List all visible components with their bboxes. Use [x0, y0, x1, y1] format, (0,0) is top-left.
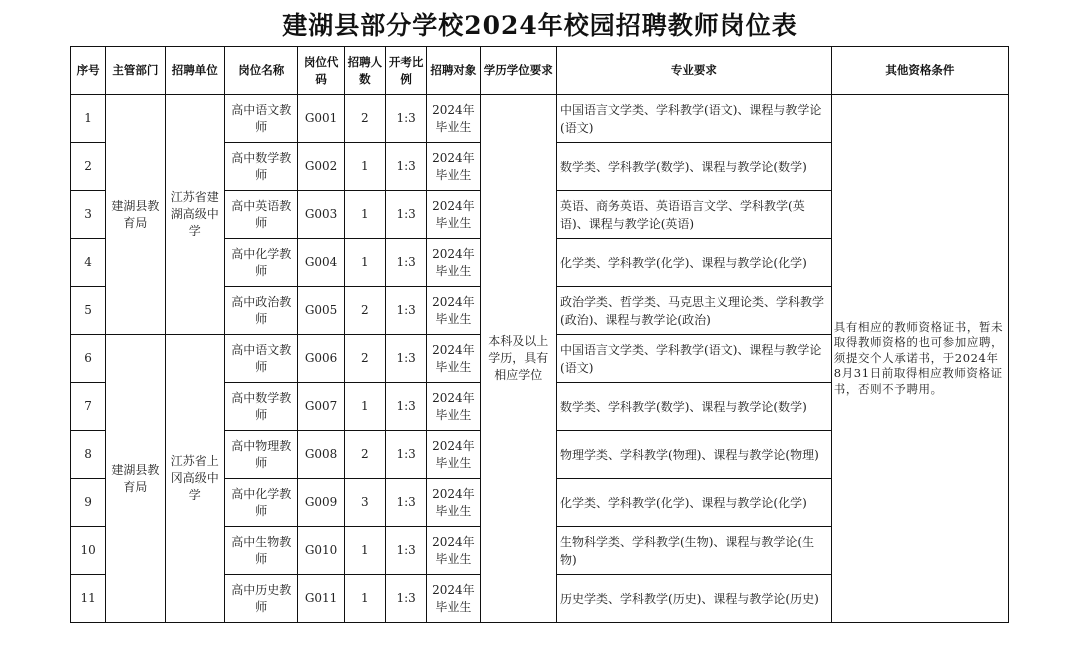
row-seq: 6	[71, 335, 106, 383]
header-code: 岗位代码	[298, 47, 344, 95]
row-count: 1	[344, 575, 385, 623]
row-ratio: 1:3	[385, 479, 426, 527]
row-major: 英语、商务英语、英语语言文学、学科教学(英语)、课程与教学论(英语)	[557, 191, 832, 239]
row-major: 化学类、学科教学(化学)、课程与教学论(化学)	[557, 239, 832, 287]
row-unit: 江苏省上冈高级中学	[165, 335, 224, 623]
row-ratio: 1:3	[385, 383, 426, 431]
row-ratio: 1:3	[385, 287, 426, 335]
header-target: 招聘对象	[427, 47, 480, 95]
row-post: 高中英语教师	[224, 191, 297, 239]
row-seq: 7	[71, 383, 106, 431]
row-code: G008	[298, 431, 344, 479]
row-ratio: 1:3	[385, 191, 426, 239]
row-post: 高中数学教师	[224, 143, 297, 191]
row-major: 化学类、学科教学(化学)、课程与教学论(化学)	[557, 479, 832, 527]
row-seq: 11	[71, 575, 106, 623]
row-post: 高中语文教师	[224, 335, 297, 383]
row-post: 高中政治教师	[224, 287, 297, 335]
row-code: G010	[298, 527, 344, 575]
row-dept: 建湖县教育局	[106, 335, 165, 623]
row-count: 1	[344, 239, 385, 287]
row-code: G009	[298, 479, 344, 527]
row-target: 2024年毕业生	[427, 335, 480, 383]
row-code: G007	[298, 383, 344, 431]
page-title: 建湖县部分学校2024年校园招聘教师岗位表	[282, 11, 798, 40]
row-code: G003	[298, 191, 344, 239]
row-ratio: 1:3	[385, 143, 426, 191]
row-code: G005	[298, 287, 344, 335]
row-seq: 9	[71, 479, 106, 527]
row-count: 2	[344, 335, 385, 383]
row-target: 2024年毕业生	[427, 191, 480, 239]
row-major: 数学类、学科教学(数学)、课程与教学论(数学)	[557, 143, 832, 191]
row-seq: 5	[71, 287, 106, 335]
row-seq: 8	[71, 431, 106, 479]
row-count: 1	[344, 527, 385, 575]
row-post: 高中生物教师	[224, 527, 297, 575]
row-post: 高中化学教师	[224, 479, 297, 527]
header-ratio: 开考比例	[385, 47, 426, 95]
row-ratio: 1:3	[385, 95, 426, 143]
row-code: G002	[298, 143, 344, 191]
row-count: 1	[344, 383, 385, 431]
row-major: 中国语言文学类、学科教学(语文)、课程与教学论(语文)	[557, 95, 832, 143]
row-target: 2024年毕业生	[427, 431, 480, 479]
education-requirement: 本科及以上学历，具有相应学位	[480, 95, 556, 623]
row-ratio: 1:3	[385, 431, 426, 479]
row-major: 数学类、学科教学(数学)、课程与教学论(数学)	[557, 383, 832, 431]
row-seq: 10	[71, 527, 106, 575]
row-count: 3	[344, 479, 385, 527]
row-post: 高中数学教师	[224, 383, 297, 431]
row-count: 1	[344, 143, 385, 191]
row-seq: 4	[71, 239, 106, 287]
row-target: 2024年毕业生	[427, 143, 480, 191]
row-target: 2024年毕业生	[427, 95, 480, 143]
row-post: 高中语文教师	[224, 95, 297, 143]
header-seq: 序号	[71, 47, 106, 95]
row-code: G006	[298, 335, 344, 383]
row-target: 2024年毕业生	[427, 239, 480, 287]
row-count: 2	[344, 95, 385, 143]
row-code: G004	[298, 239, 344, 287]
row-major: 生物科学类、学科教学(生物)、课程与教学论(生物)	[557, 527, 832, 575]
row-major: 物理学类、学科教学(物理)、课程与教学论(物理)	[557, 431, 832, 479]
row-post: 高中化学教师	[224, 239, 297, 287]
row-code: G011	[298, 575, 344, 623]
row-count: 2	[344, 287, 385, 335]
row-major: 政治学类、哲学类、马克思主义理论类、学科教学(政治)、课程与教学论(政治)	[557, 287, 832, 335]
row-seq: 1	[71, 95, 106, 143]
row-major: 中国语言文学类、学科教学(语文)、课程与教学论(语文)	[557, 335, 832, 383]
row-target: 2024年毕业生	[427, 287, 480, 335]
recruitment-table	[70, 46, 1009, 623]
table-row	[71, 95, 1009, 143]
header-other: 其他资格条件	[831, 47, 1008, 95]
header-dept: 主管部门	[106, 47, 165, 95]
row-major: 历史学类、学科教学(历史)、课程与教学论(历史)	[557, 575, 832, 623]
table-header-row	[71, 47, 1009, 95]
header-edu: 学历学位要求	[480, 47, 556, 95]
header-count: 招聘人数	[344, 47, 385, 95]
header-unit: 招聘单位	[165, 47, 224, 95]
row-count: 1	[344, 191, 385, 239]
row-target: 2024年毕业生	[427, 527, 480, 575]
header-major: 专业要求	[557, 47, 832, 95]
row-target: 2024年毕业生	[427, 383, 480, 431]
row-ratio: 1:3	[385, 335, 426, 383]
header-post: 岗位名称	[224, 47, 297, 95]
row-count: 2	[344, 431, 385, 479]
row-post: 高中历史教师	[224, 575, 297, 623]
row-target: 2024年毕业生	[427, 479, 480, 527]
row-ratio: 1:3	[385, 527, 426, 575]
row-dept: 建湖县教育局	[106, 95, 165, 335]
other-conditions: 具有相应的教师资格证书，暂未取得教师资格的也可参加应聘，须提交个人承诺书，于2024年8月31日前取得相应教师资格证书，否则不予聘用。	[831, 95, 1008, 623]
row-ratio: 1:3	[385, 239, 426, 287]
row-code: G001	[298, 95, 344, 143]
row-seq: 2	[71, 143, 106, 191]
row-seq: 3	[71, 191, 106, 239]
row-target: 2024年毕业生	[427, 575, 480, 623]
row-post: 高中物理教师	[224, 431, 297, 479]
row-ratio: 1:3	[385, 575, 426, 623]
row-unit: 江苏省建湖高级中学	[165, 95, 224, 335]
